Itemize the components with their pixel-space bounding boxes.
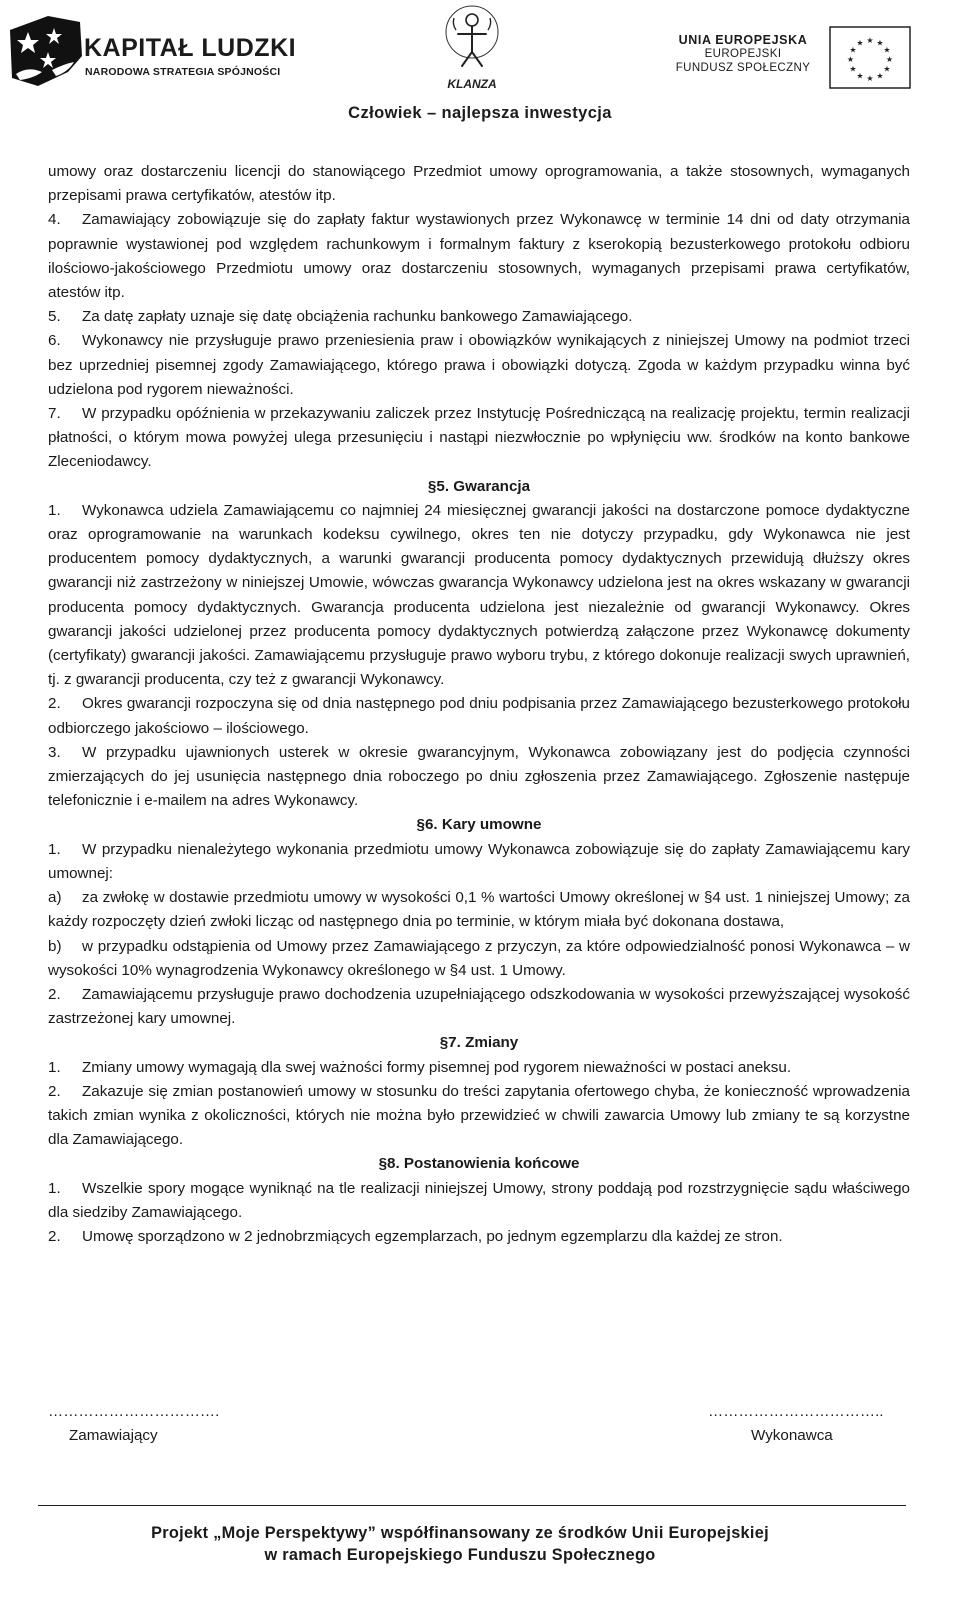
clause-6-2 xyxy=(48,983,910,1031)
footer-line-2: w ramach Europejskiego Funduszu Społecznego xyxy=(264,1546,656,1564)
clause-number: 4. xyxy=(48,211,61,229)
footer-divider xyxy=(38,1505,906,1506)
clause-number: 1. xyxy=(48,1058,61,1076)
svg-text:★: ★ xyxy=(876,71,884,81)
clause-number: 7. xyxy=(48,405,61,423)
clause-8-1 xyxy=(48,1177,910,1225)
svg-text:★: ★ xyxy=(866,36,874,45)
ue-line-3: FUNDUSZ SPOŁECZNY xyxy=(675,62,811,74)
clause-text: W przypadku ujawnionych usterek w okresie gwarancyjnym, Wykonawca zobowiązany jest do podjęcia czynności zmierzających do jej usunięcia następnego dnia roboczego po dniu zgłoszenia przez Zamawiającego. Zgłoszenie następuje telefonicznie i e-mailem na adres Wykonawcy. xyxy=(48,743,910,810)
kapital-ludzki-subtitle: NARODOWA STRATEGIA SPÓJNOŚCI xyxy=(85,66,281,78)
clause-text: Zamawiający zobowiązuje się do zapłaty faktur wystawionych przez Wykonawcę w terminie 14 dni od daty otrzymania poprawnie wystawionej pod względem rachunkowym i formalnym faktury z kserokopią bezusterkowego protokołu odbioru ilościowo-jakościowego Przedmiotu umowy oraz dostarczeniu stosownych, wymaganych przepisami prawa certyfikatów, atestów itp. xyxy=(48,211,910,302)
clause-number: 3. xyxy=(48,743,61,761)
svg-text:★: ★ xyxy=(856,38,864,48)
clause-number: 2. xyxy=(48,695,61,713)
document-body xyxy=(48,160,910,1249)
clause-text: Zamawiającemu przysługuje prawo dochodzenia uzupełniającego odszkodowania w wysokości przewyższającej wysokość zastrzeżonej kary umownej. xyxy=(48,985,910,1028)
section-heading-8: §8. Postanowienia końcowe xyxy=(378,1155,580,1173)
svg-text:★: ★ xyxy=(866,74,874,83)
clause-5-2 xyxy=(48,692,910,740)
clause-4-4 xyxy=(48,208,910,305)
clause-6-1-b xyxy=(48,935,910,983)
clause-text: Wykonawcy nie przysługuje prawo przeniesienia praw i obowiązków wynikających z niniejszej Umowy na podmiot trzeci bez uprzedniej pisemnej zgody Zamawiającego, którego prawa i obowiązki dotyczą. Zgoda w każdym przypadku winna być udzielona pod rygorem nieważności. xyxy=(48,332,910,398)
clause-letter: a) xyxy=(48,889,62,907)
clause-number: 1. xyxy=(48,1179,61,1197)
svg-text:★: ★ xyxy=(883,64,891,74)
svg-text:★: ★ xyxy=(846,55,855,64)
signature-wykonawca xyxy=(708,1400,884,1448)
footer-line-1: Projekt „Moje Perspektywy” współfinansowany ze środków Unii Europejskiej xyxy=(151,1524,769,1542)
clause-6-1 xyxy=(48,838,910,886)
signature-line: ……………………………. xyxy=(48,1403,220,1420)
page-footer xyxy=(0,1522,920,1566)
clause-number: 2. xyxy=(48,985,61,1003)
section-heading-5: §5. Gwarancja xyxy=(427,477,531,495)
clause-4-6 xyxy=(48,329,910,402)
clause-letter: b) xyxy=(48,937,62,955)
signature-line: …………………………….. xyxy=(708,1403,884,1420)
signature-label: Wykonawca xyxy=(751,1427,833,1444)
tagline: Człowiek – najlepsza inwestycja xyxy=(348,104,612,122)
clause-text: Zmiany umowy wymagają dla swej ważności formy pisemnej pod rygorem nieważności w postaci aneksu. xyxy=(82,1058,792,1076)
svg-text:★: ★ xyxy=(883,45,891,55)
clause-text: W przypadku nienależytego wykonania przedmiotu umowy Wykonawca zobowiązuje się do zapłaty Zamawiającemu kary umownej: xyxy=(48,840,910,882)
signature-label: Zamawiający xyxy=(69,1427,158,1444)
svg-text:★: ★ xyxy=(856,71,864,81)
klanza-logo xyxy=(428,0,516,96)
section-heading-6: §6. Kary umowne xyxy=(416,816,542,834)
clause-text: Wszelkie spory mogące wyniknąć na tle realizacji niniejszej Umowy, strony poddają pod rozstrzygnięcie sądu właściwego dla siedziby Zamawiającego. xyxy=(48,1179,910,1221)
clause-number: 1. xyxy=(48,840,61,858)
clause-text: w przypadku odstąpienia od Umowy przez Zamawiającego z przyczyn, za które odpowiedzialność ponosi Wykonawca – w wysokości 10% wynagrodzenia Wykonawcy określonego w §4 ust. 1 Umowy. xyxy=(48,937,910,979)
clause-number: 2. xyxy=(48,1082,61,1100)
svg-text:★: ★ xyxy=(849,64,857,74)
section-heading-7: §7. Zmiany xyxy=(439,1034,519,1052)
svg-text:★: ★ xyxy=(876,38,884,48)
clause-6-1-a xyxy=(48,886,910,934)
clause-5-1 xyxy=(48,499,910,693)
clause-text: Umowę sporządzono w 2 jednobrzmiących egzemplarzach, po jednym egzemplarzu dla każdej ze stron. xyxy=(82,1227,783,1245)
clause-text: W przypadku opóźnienia w przekazywaniu zaliczek przez Instytucję Pośredniczącą na realizację projektu, termin realizacji płatności, o którym mowa powyżej ulega przesunięciu i nastąpi niezwłocznie po wpłynięciu ww. środków na konto bankowe Zleceniodawcy. xyxy=(48,405,910,471)
clause-4-7 xyxy=(48,402,910,475)
page-header xyxy=(0,0,960,130)
ue-line-2: EUROPEJSKI xyxy=(704,48,782,60)
paragraph-intro: umowy oraz dostarczeniu licencji do stanowiącego Przedmiot umowy oprogramowania, a także stosownych, wymaganych przepisami prawa certyfikatów, atestów itp. xyxy=(48,163,910,205)
clause-number: 2. xyxy=(48,1227,61,1245)
clause-5-3 xyxy=(48,741,910,814)
clause-text: Zakazuje się zmian postanowień umowy w stosunku do treści zapytania ofertowego chyba, że konieczność wprowadzenia takich zmian wynika z okoliczności, których nie można było przewidzieć w chwili zawarcia Umowy lub zmiany te są korzystne dla Zamawiającego. xyxy=(48,1082,910,1149)
clause-text: Za datę zapłaty uznaje się datę obciążenia rachunku bankowego Zamawiającego. xyxy=(82,308,633,326)
clause-number: 1. xyxy=(48,501,61,519)
clause-7-1 xyxy=(48,1056,910,1080)
eu-flag-icon xyxy=(829,26,911,89)
clause-number: 6. xyxy=(48,332,61,350)
kapital-ludzki-title: KAPITAŁ LUDZKI xyxy=(84,34,297,62)
clause-4-5 xyxy=(48,305,910,329)
svg-text:★: ★ xyxy=(849,45,857,55)
klanza-label: KLANZA xyxy=(447,77,497,91)
clause-number: 5. xyxy=(48,308,61,326)
ue-text-block xyxy=(668,33,818,75)
clause-text: Okres gwarancji rozpoczyna się od dnia następnego pod dniu podpisania przez Zamawiającego bezusterkowego protokołu odbiorczego jakościowo – ilościowego. xyxy=(48,695,910,737)
ue-line-1: UNIA EUROPEJSKA xyxy=(678,33,808,47)
svg-text:★: ★ xyxy=(885,55,894,64)
clause-text: Wykonawca udziela Zamawiającemu co najmniej 24 miesięcznej gwarancji jakości na dostarczone pomoce dydaktyczne oraz oprogramowanie na warunkach kodeksu cywilnego, okres ten nie dotyczy przypadku, gdy Wykonawca nie jest producentem pomocy dydaktycznych, a warunki gwarancji producenta pomocy dydaktycznych przewidują dłuższy okres gwarancji niż zastrzeżony w niniejszej Umowie, wówczas gwarancja Wykonawcy udzielona jest na okres wskazany w gwarancji producenta pomocy dydaktycznych. Gwarancja producenta udzielona jest niezależnie od gwarancji Wykonawcy. Okres gwarancji jakości udzielonej przez producenta pomocy dydaktycznych potwierdzą załączone przez Wykonawcę dokumenty (certyfikaty) gwarancji jakości. Zamawiającemu przysługuje prawo wyboru trybu, z którego dokonuje realizacji swych uprawnień, tj. z gwarancji producenta, czy też z gwarancji Wykonawcy. xyxy=(48,501,910,689)
clause-7-2 xyxy=(48,1080,910,1153)
clause-8-2 xyxy=(48,1225,910,1249)
clause-text: za zwłokę w dostawie przedmiotu umowy w wysokości 0,1 % wartości Umowy określonej w §4 ust. 1 niniejszej Umowy; za każdy rozpoczęty dzień zwłoki licząc od następnego dnia po terminie, w którym miała być dokonana dostawa, xyxy=(48,889,910,931)
signature-zamawiajacy xyxy=(48,1400,219,1448)
